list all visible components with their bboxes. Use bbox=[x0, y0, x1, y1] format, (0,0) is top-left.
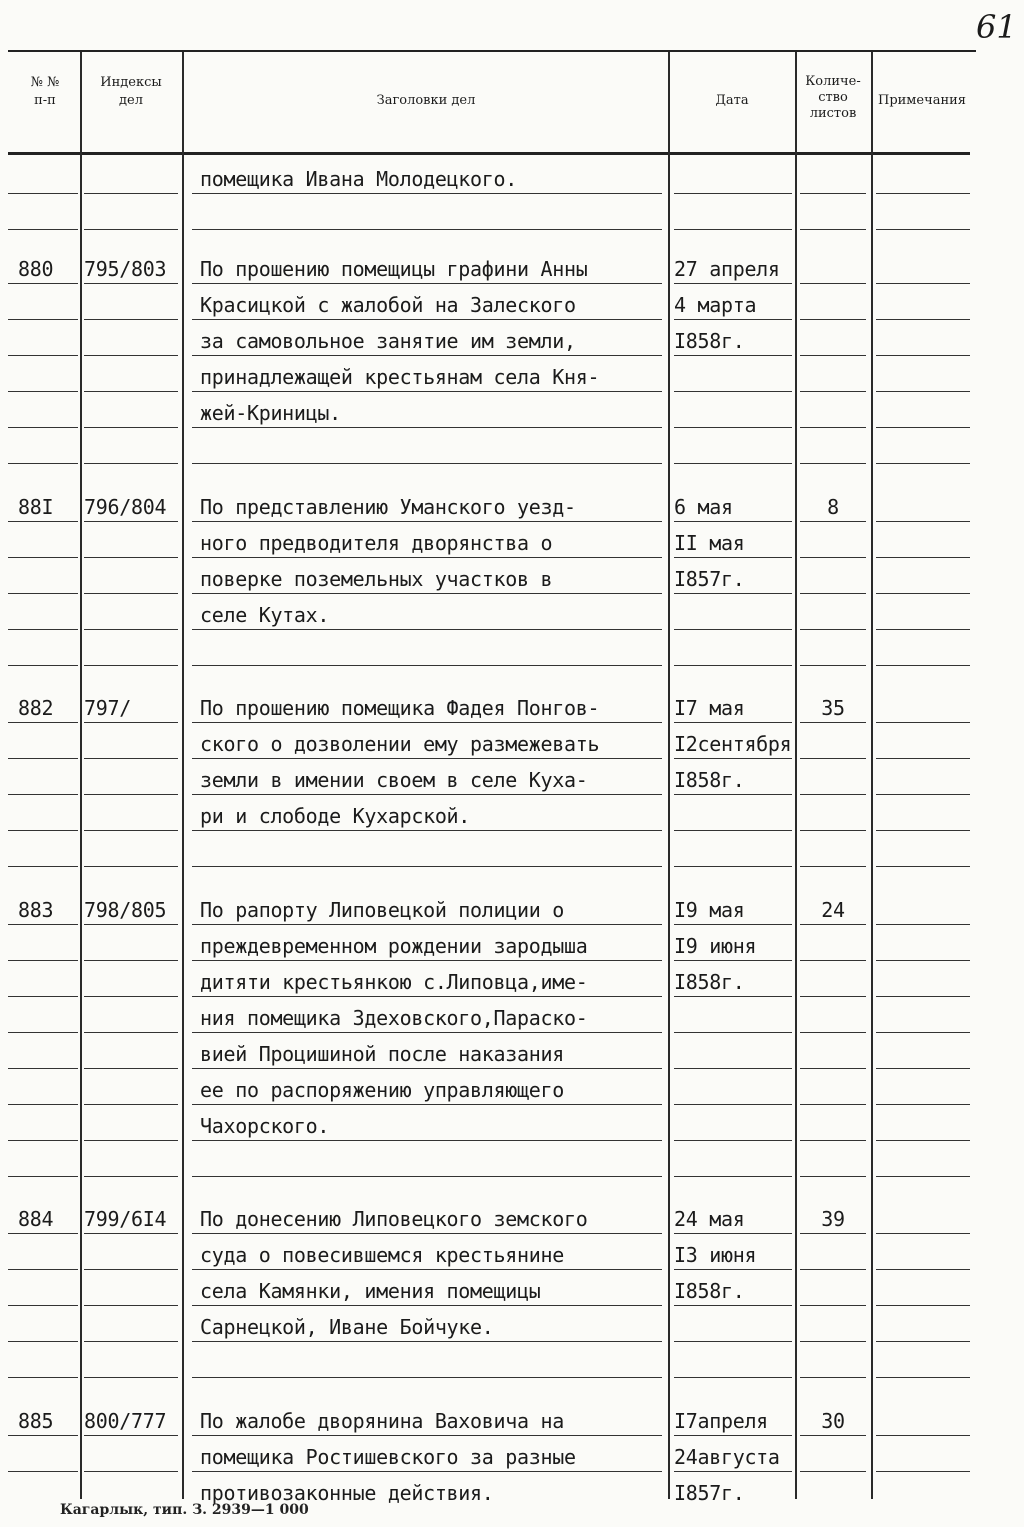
ruled-line bbox=[192, 1377, 662, 1378]
ruled-line bbox=[192, 758, 662, 759]
ruled-line bbox=[876, 1341, 970, 1342]
header-number: № № п-п bbox=[30, 75, 60, 108]
ruled-line bbox=[84, 1176, 178, 1177]
ruled-line bbox=[84, 996, 178, 997]
record-title-line: села Камянки, имения помещицы bbox=[200, 1279, 541, 1304]
ruled-line bbox=[674, 283, 792, 284]
record-number: 885 bbox=[18, 1409, 54, 1433]
ruled-line bbox=[800, 229, 866, 230]
ruled-line bbox=[674, 391, 792, 392]
ruled-line bbox=[192, 722, 662, 723]
page-number: 61 bbox=[976, 8, 1017, 46]
ruled-line bbox=[800, 283, 866, 284]
header-index: Индексы дел bbox=[100, 75, 162, 108]
ruled-line bbox=[876, 722, 970, 723]
ruled-line bbox=[84, 1068, 178, 1069]
ruled-line bbox=[8, 924, 78, 925]
ruled-line bbox=[674, 960, 792, 961]
ruled-line bbox=[674, 1435, 792, 1436]
ruled-line bbox=[800, 665, 866, 666]
ruled-line bbox=[674, 758, 792, 759]
ruled-line bbox=[876, 1269, 970, 1270]
ruled-line bbox=[876, 629, 970, 630]
record-title-line: По рапорту Липовецкой полиции о bbox=[200, 897, 564, 922]
ruled-line bbox=[800, 1305, 866, 1306]
ruled-line bbox=[674, 722, 792, 723]
record-title-line: Сарнецкой, Иване Бойчуке. bbox=[200, 1315, 494, 1340]
ruled-line bbox=[192, 1104, 662, 1105]
record-title-line: ния помещика Здеховского,Параско- bbox=[200, 1005, 588, 1030]
ruled-line bbox=[674, 1068, 792, 1069]
record-date-line: I2сентября bbox=[674, 732, 792, 757]
ruled-line bbox=[192, 319, 662, 320]
ruled-line bbox=[800, 866, 866, 867]
ruled-line bbox=[800, 557, 866, 558]
ruled-line bbox=[84, 319, 178, 320]
ruled-line bbox=[876, 1176, 970, 1177]
ruled-line bbox=[876, 1140, 970, 1141]
continuation-line: помещика Ивана Молодецкого. bbox=[200, 167, 518, 191]
ruled-line bbox=[84, 830, 178, 831]
ruled-line bbox=[674, 1140, 792, 1141]
record-title-line: ского о дозволении ему размежевать bbox=[200, 732, 600, 757]
ruled-line bbox=[8, 283, 78, 284]
ruled-line bbox=[8, 463, 78, 464]
ruled-line bbox=[84, 593, 178, 594]
ruled-line bbox=[800, 593, 866, 594]
ruled-line bbox=[876, 521, 970, 522]
ruled-line bbox=[8, 722, 78, 723]
ruled-line bbox=[8, 996, 78, 997]
record-index: 799/6I4 bbox=[84, 1207, 167, 1232]
ruled-line bbox=[800, 1104, 866, 1105]
record-number: 88I bbox=[18, 494, 54, 519]
ruled-line bbox=[84, 193, 178, 194]
ruled-line bbox=[800, 830, 866, 831]
ruled-line bbox=[192, 1176, 662, 1177]
ruled-line bbox=[8, 1104, 78, 1105]
ruled-line bbox=[84, 1471, 178, 1472]
record-date-line: II мая bbox=[674, 530, 745, 555]
record-title-line: По прошению помещицы графини Анны bbox=[200, 257, 588, 281]
ruled-line bbox=[674, 794, 792, 795]
ruled-line bbox=[8, 1305, 78, 1306]
record-number: 884 bbox=[18, 1207, 54, 1232]
record-title-line: противозаконные действия. bbox=[200, 1481, 494, 1505]
ruled-line bbox=[876, 1233, 970, 1234]
ruled-line bbox=[800, 1068, 866, 1069]
record-date-line: 27 апреля bbox=[674, 257, 780, 281]
ruled-line bbox=[192, 1068, 662, 1069]
ruled-line bbox=[674, 1341, 792, 1342]
ruled-line bbox=[800, 391, 866, 392]
ruled-line bbox=[876, 794, 970, 795]
ruled-line bbox=[192, 1269, 662, 1270]
ruled-line bbox=[674, 924, 792, 925]
ruled-line bbox=[192, 1233, 662, 1234]
ruled-line bbox=[84, 1269, 178, 1270]
column-divider bbox=[871, 52, 873, 1499]
ruled-line bbox=[800, 996, 866, 997]
record-title-line: По жалобе дворянина Ваховича на bbox=[200, 1409, 564, 1433]
ruled-line bbox=[192, 1140, 662, 1141]
ruled-line bbox=[8, 960, 78, 961]
ruled-line bbox=[876, 866, 970, 867]
ruled-line bbox=[876, 229, 970, 230]
ruled-line bbox=[800, 1233, 866, 1234]
ruled-line bbox=[8, 1471, 78, 1472]
ruled-line bbox=[674, 1032, 792, 1033]
ruled-line bbox=[800, 521, 866, 522]
record-date-line: 24августа bbox=[674, 1445, 780, 1469]
column-divider bbox=[80, 52, 82, 1499]
record-number: 882 bbox=[18, 696, 54, 721]
ruled-line bbox=[674, 1104, 792, 1105]
ruled-line bbox=[84, 391, 178, 392]
ruled-line bbox=[84, 960, 178, 961]
ruled-line bbox=[84, 229, 178, 230]
ruled-line bbox=[192, 557, 662, 558]
ruled-line bbox=[8, 665, 78, 666]
ruled-line bbox=[674, 1233, 792, 1234]
ruled-line bbox=[674, 557, 792, 558]
record-sheet-count: 30 bbox=[821, 1409, 845, 1433]
ruled-line bbox=[84, 629, 178, 630]
ruled-line bbox=[800, 1471, 866, 1472]
ruled-line bbox=[674, 1176, 792, 1177]
ruled-line bbox=[84, 722, 178, 723]
record-date-line: 4 марта bbox=[674, 293, 757, 317]
ruled-line bbox=[8, 521, 78, 522]
column-divider bbox=[182, 52, 184, 1499]
ruled-line bbox=[8, 229, 78, 230]
record-number: 883 bbox=[18, 897, 54, 922]
record-date-line: I857г. bbox=[674, 566, 745, 591]
ruled-line bbox=[192, 521, 662, 522]
ruled-line bbox=[800, 463, 866, 464]
record-date-line: I9 июня bbox=[674, 933, 757, 958]
ruled-line bbox=[674, 1269, 792, 1270]
ruled-line bbox=[8, 794, 78, 795]
ruled-line bbox=[192, 593, 662, 594]
ruled-line bbox=[876, 1032, 970, 1033]
record-index: 798/805 bbox=[84, 897, 167, 922]
ruled-line bbox=[192, 996, 662, 997]
record-title-line: поверке поземельных участков в bbox=[200, 566, 553, 591]
record-title-line: По донесению Липовецкого земского bbox=[200, 1207, 588, 1232]
record-index: 797/ bbox=[84, 696, 131, 721]
ruled-line bbox=[674, 463, 792, 464]
ruled-line bbox=[84, 1341, 178, 1342]
record-title-line: принадлежащей крестьянам села Кня- bbox=[200, 365, 600, 389]
ruled-line bbox=[800, 629, 866, 630]
ruled-line bbox=[192, 1471, 662, 1472]
ruled-line bbox=[876, 1377, 970, 1378]
ruled-line bbox=[84, 794, 178, 795]
ruled-line bbox=[8, 866, 78, 867]
record-date-line: I7 мая bbox=[674, 696, 745, 721]
ruled-line bbox=[876, 1471, 970, 1472]
ruled-line bbox=[192, 866, 662, 867]
ruled-line bbox=[674, 229, 792, 230]
ruled-line bbox=[800, 1140, 866, 1141]
record-title-line: дитяти крестьянкою с.Липовца,име- bbox=[200, 969, 588, 994]
ruled-line bbox=[800, 1032, 866, 1033]
ruled-line bbox=[876, 593, 970, 594]
header-notes: Примечания bbox=[877, 93, 966, 108]
record-title-line: ее по распоряжению управляющего bbox=[200, 1077, 564, 1102]
ruled-line bbox=[674, 193, 792, 194]
ruled-line bbox=[84, 758, 178, 759]
record-title-line: преждевременном рождении зародыша bbox=[200, 933, 588, 958]
ruled-line bbox=[8, 1032, 78, 1033]
record-title-line: Чахорского. bbox=[200, 1113, 330, 1138]
ruled-line bbox=[800, 758, 866, 759]
ruled-line bbox=[8, 629, 78, 630]
ruled-line bbox=[876, 193, 970, 194]
ruled-line bbox=[8, 830, 78, 831]
ruled-line bbox=[192, 229, 662, 230]
ruled-line bbox=[800, 1435, 866, 1436]
ruled-line bbox=[84, 1233, 178, 1234]
ruled-line bbox=[876, 665, 970, 666]
record-date-line: I858г. bbox=[674, 329, 745, 353]
ruled-line bbox=[192, 463, 662, 464]
ruled-line bbox=[800, 1377, 866, 1378]
ruled-line bbox=[876, 960, 970, 961]
ruled-line bbox=[8, 391, 78, 392]
ruled-line bbox=[192, 960, 662, 961]
ruled-line bbox=[8, 1176, 78, 1177]
ruled-line bbox=[8, 1233, 78, 1234]
header-date: Дата bbox=[715, 93, 749, 108]
record-title-line: ного предводителя дворянства о bbox=[200, 530, 553, 555]
ruled-line bbox=[876, 557, 970, 558]
record-title-line: По прошению помещика Фадея Понгов- bbox=[200, 696, 600, 721]
column-divider bbox=[668, 52, 670, 1499]
ruled-line bbox=[876, 758, 970, 759]
ruled-line bbox=[674, 427, 792, 428]
ruled-line bbox=[674, 521, 792, 522]
ruled-line bbox=[8, 1341, 78, 1342]
ruled-line bbox=[192, 427, 662, 428]
record-index: 795/803 bbox=[84, 257, 167, 281]
ruled-line bbox=[8, 355, 78, 356]
ruled-line bbox=[674, 830, 792, 831]
ruled-line bbox=[800, 1341, 866, 1342]
ruled-line bbox=[84, 1305, 178, 1306]
ruled-line bbox=[876, 1104, 970, 1105]
record-title-line: суда о повесившемся крестьянине bbox=[200, 1243, 564, 1268]
record-date-line: I858г. bbox=[674, 768, 745, 793]
ruled-line bbox=[674, 1305, 792, 1306]
ruled-line bbox=[800, 794, 866, 795]
ruled-line bbox=[876, 427, 970, 428]
ruled-line bbox=[192, 1305, 662, 1306]
record-sheet-count: 35 bbox=[821, 696, 845, 721]
ruled-line bbox=[192, 1032, 662, 1033]
ruled-line bbox=[876, 463, 970, 464]
header-title: Заголовки дел bbox=[376, 93, 476, 108]
ruled-line bbox=[84, 1140, 178, 1141]
record-sheet-count: 24 bbox=[821, 897, 845, 922]
ruled-line bbox=[192, 1435, 662, 1436]
record-date-line: I7апреля bbox=[674, 1409, 768, 1433]
record-date-line: I857г. bbox=[674, 1481, 745, 1505]
ruled-line bbox=[8, 1377, 78, 1378]
ruled-line bbox=[674, 1377, 792, 1378]
ruled-line bbox=[84, 1377, 178, 1378]
ruled-line bbox=[800, 1176, 866, 1177]
ruled-line bbox=[84, 283, 178, 284]
ruled-line bbox=[8, 1068, 78, 1069]
ruled-line bbox=[674, 319, 792, 320]
ruled-line bbox=[84, 463, 178, 464]
ruled-line bbox=[8, 557, 78, 558]
ruled-line bbox=[84, 924, 178, 925]
ruled-line bbox=[84, 521, 178, 522]
record-title-line: помещика Ростишевского за разные bbox=[200, 1445, 576, 1469]
record-title-line: По представлению Уманского уезд- bbox=[200, 494, 576, 519]
ruled-line bbox=[84, 1435, 178, 1436]
ruled-line bbox=[84, 1032, 178, 1033]
ruled-line bbox=[8, 593, 78, 594]
ruled-line bbox=[674, 665, 792, 666]
ruled-line bbox=[192, 830, 662, 831]
ruled-line bbox=[8, 758, 78, 759]
header-rule bbox=[8, 152, 970, 155]
ruled-line bbox=[192, 193, 662, 194]
ruled-line bbox=[192, 629, 662, 630]
ruled-line bbox=[876, 283, 970, 284]
ruled-line bbox=[800, 319, 866, 320]
ruled-line bbox=[800, 960, 866, 961]
ruled-line bbox=[8, 319, 78, 320]
ruled-line bbox=[84, 427, 178, 428]
record-sheet-count: 39 bbox=[821, 1207, 845, 1232]
ruled-line bbox=[800, 924, 866, 925]
record-number: 880 bbox=[18, 257, 54, 281]
record-date-line: I858г. bbox=[674, 1279, 745, 1304]
record-title-line: ри и слободе Кухарской. bbox=[200, 804, 471, 829]
record-title-line: жей-Криницы. bbox=[200, 401, 341, 425]
ruled-line bbox=[192, 665, 662, 666]
ruled-line bbox=[674, 996, 792, 997]
record-date-line: I3 июня bbox=[674, 1243, 757, 1268]
ruled-line bbox=[800, 355, 866, 356]
ruled-line bbox=[876, 1435, 970, 1436]
ruled-line bbox=[84, 557, 178, 558]
ruled-line bbox=[800, 722, 866, 723]
ruled-line bbox=[84, 1104, 178, 1105]
ruled-line bbox=[876, 355, 970, 356]
ruled-line bbox=[800, 427, 866, 428]
ruled-line bbox=[876, 996, 970, 997]
ruled-line bbox=[800, 193, 866, 194]
ruled-line bbox=[8, 1435, 78, 1436]
record-sheet-count: 8 bbox=[827, 494, 839, 519]
ruled-line bbox=[84, 355, 178, 356]
record-date-line: I858г. bbox=[674, 969, 745, 994]
ruled-line bbox=[192, 355, 662, 356]
ruled-line bbox=[192, 1341, 662, 1342]
ruled-line bbox=[8, 1140, 78, 1141]
ruled-line bbox=[84, 665, 178, 666]
ruled-line bbox=[84, 866, 178, 867]
record-title-line: за самовольное занятие им земли, bbox=[200, 329, 576, 353]
ruled-line bbox=[8, 193, 78, 194]
record-date-line: I9 мая bbox=[674, 897, 745, 922]
record-date-line: 6 мая bbox=[674, 494, 733, 519]
ruled-line bbox=[876, 319, 970, 320]
ruled-line bbox=[192, 794, 662, 795]
ruled-line bbox=[674, 1471, 792, 1472]
ruled-line bbox=[876, 1068, 970, 1069]
ruled-line bbox=[8, 427, 78, 428]
ruled-line bbox=[192, 924, 662, 925]
record-title-line: селе Кутах. bbox=[200, 602, 330, 627]
ruled-line bbox=[8, 1269, 78, 1270]
ruled-line bbox=[876, 924, 970, 925]
printer-imprint: Кагарлык, тип. З. 2939—1 000 bbox=[60, 1502, 309, 1518]
top-rule bbox=[8, 50, 976, 52]
record-index: 800/777 bbox=[84, 1409, 167, 1433]
record-date-line: 24 мая bbox=[674, 1207, 745, 1232]
ruled-line bbox=[674, 866, 792, 867]
ruled-line bbox=[192, 283, 662, 284]
ruled-line bbox=[192, 391, 662, 392]
ruled-line bbox=[674, 629, 792, 630]
record-title-line: вией Процишиной после наказания bbox=[200, 1041, 564, 1066]
record-index: 796/804 bbox=[84, 494, 167, 519]
record-title-line: Красицкой с жалобой на Залеского bbox=[200, 293, 576, 317]
record-title-line: земли в имении своем в селе Куха- bbox=[200, 768, 588, 793]
ruled-line bbox=[674, 593, 792, 594]
ruled-line bbox=[876, 1305, 970, 1306]
header-sheet-count: Количе- ство листов bbox=[805, 74, 861, 121]
ruled-line bbox=[674, 355, 792, 356]
ruled-line bbox=[876, 391, 970, 392]
ruled-line bbox=[876, 830, 970, 831]
ruled-line bbox=[800, 1269, 866, 1270]
